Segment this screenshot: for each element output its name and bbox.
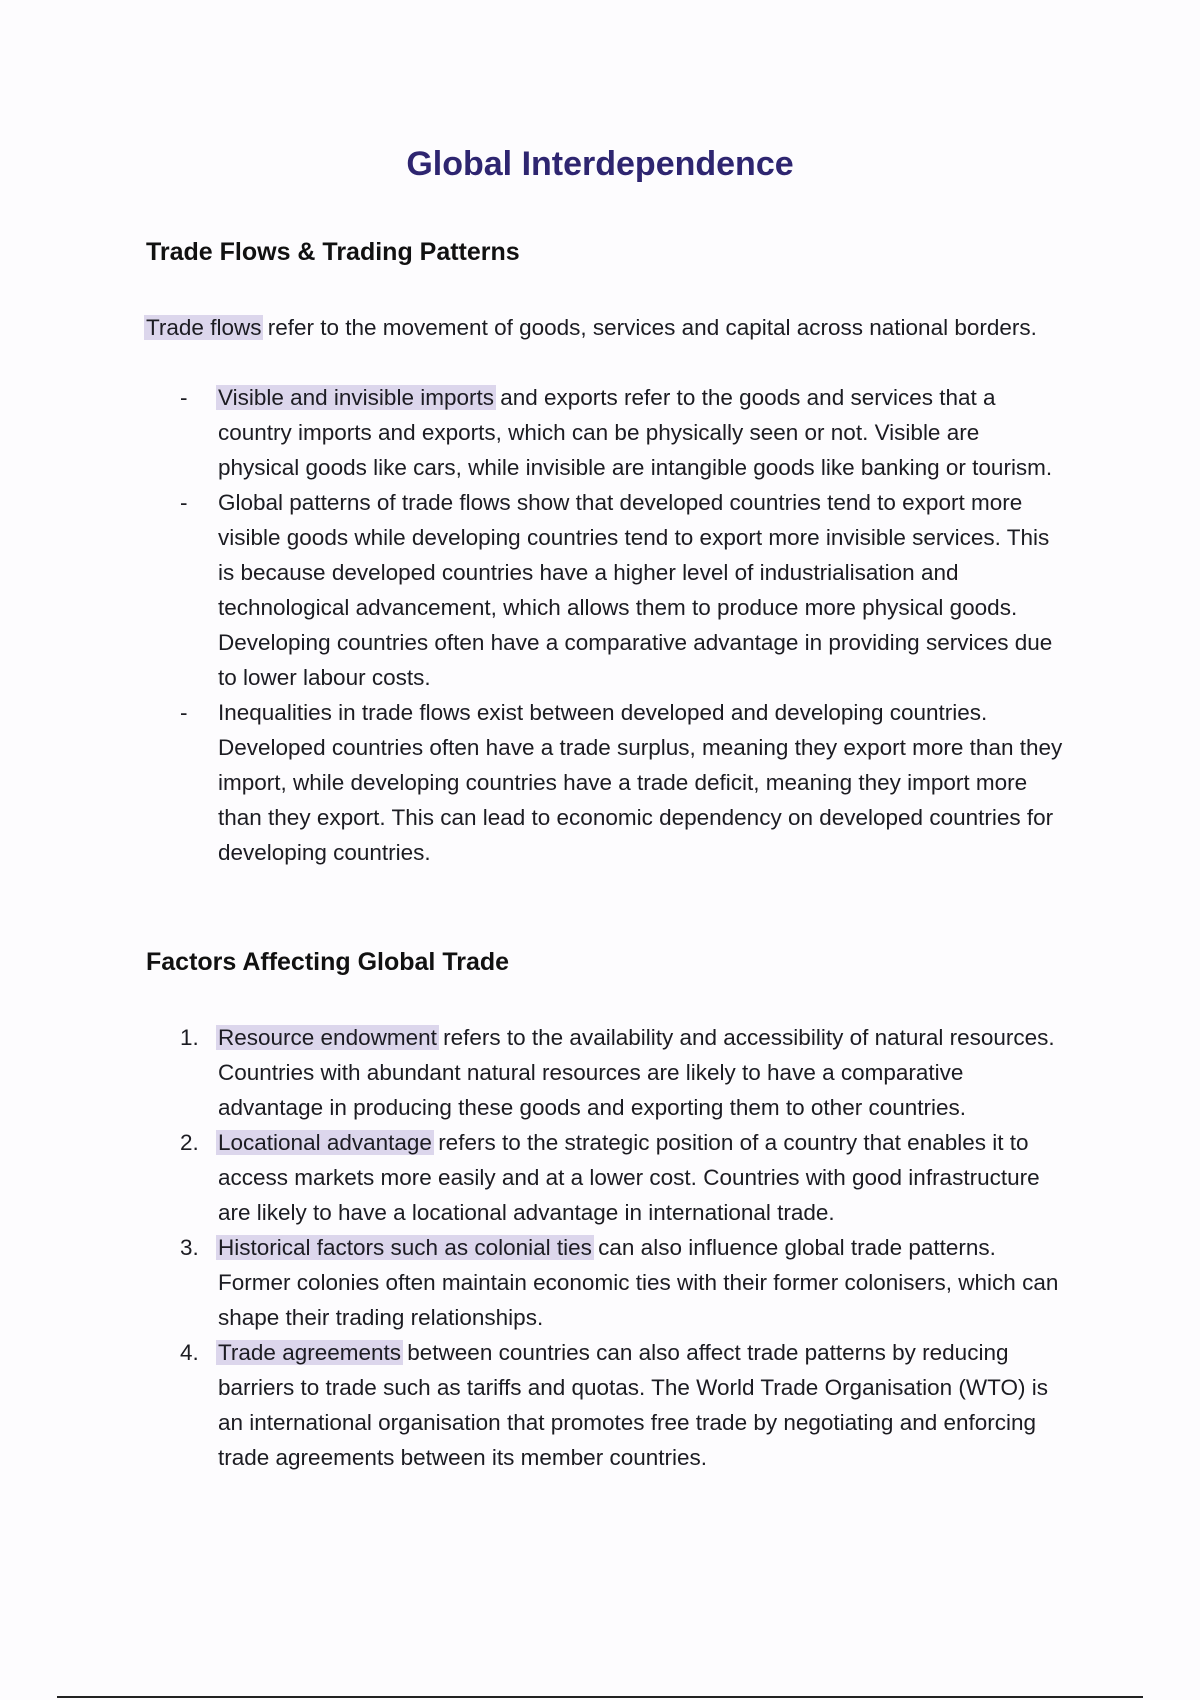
bullet-marker: -	[180, 700, 188, 725]
list-item	[146, 1230, 1066, 1335]
factors-numbered-list	[146, 1020, 1066, 1475]
list-item	[146, 1020, 1066, 1125]
list-item-text: Global patterns of trade flows show that developed countries tend to export more visible goods while developing countries tend to export more invisible services. This is because developed countries have a higher level of industrialisation and technological advancement, which allows them to produce more physical goods. Developing countries often have a comparative advantage in providing services due to lower labour costs.	[218, 490, 1053, 690]
list-number: 1.	[180, 1025, 199, 1050]
highlighted-term: Trade flows	[146, 315, 262, 340]
highlighted-term: Historical factors such as colonial ties	[218, 1235, 592, 1260]
list-number: 3.	[180, 1235, 199, 1260]
list-item-text: and exports refer to the goods and services that a country imports and exports, which can be physically seen or not. Visible are physical goods like cars, while invisible are intangible goods like banking or tourism.	[218, 385, 1053, 480]
list-item-text: refers to the strategic position of a country that enables it to access markets more easily and at a lower cost. Countries with good infrastructure are likely to have a locational advantage in international trade.	[218, 1130, 1040, 1225]
list-item	[146, 485, 1066, 695]
section-heading-trade-flows: Trade Flows & Trading Patterns	[146, 238, 520, 266]
highlighted-term: Resource endowment	[218, 1025, 437, 1050]
list-item-text: Inequalities in trade flows exist between developed and developing countries. Developed countries often have a trade surplus, meaning they export more than they import, while developing countries have a trade deficit, meaning they import more than they export. This can lead to economic dependency on developed countries for developing countries.	[218, 700, 1063, 865]
bullet-marker: -	[180, 385, 188, 410]
bullet-marker: -	[180, 490, 188, 515]
list-item-text: refers to the availability and accessibility of natural resources. Countries with abundant natural resources are likely to have a comparative advantage in producing these goods and exporting them to other countries.	[218, 1025, 1055, 1120]
list-item	[146, 1335, 1066, 1475]
list-number: 2.	[180, 1130, 199, 1155]
list-item	[146, 695, 1066, 870]
list-item-text: can also influence global trade patterns. Former colonies often maintain economic ties with their former colonisers, which can shape their trading relationships.	[218, 1235, 1059, 1330]
section-heading-factors: Factors Affecting Global Trade	[146, 948, 510, 976]
list-item-text: between countries can also affect trade patterns by reducing barriers to trade such as tariffs and quotas. The World Trade Organisation (WTO) is an international organisation that promotes free trade by negotiating and enforcing trade agreements between its member countries.	[218, 1340, 1048, 1470]
highlighted-term: Locational advantage	[218, 1130, 432, 1155]
intro-paragraph	[146, 310, 1066, 345]
paragraph-text: refer to the movement of goods, services and capital across national borders.	[261, 315, 1037, 340]
highlighted-term: Trade agreements	[218, 1340, 402, 1365]
trade-flows-bullet-list	[146, 380, 1066, 870]
highlighted-term: Visible and invisible imports	[218, 385, 494, 410]
page-title: Global Interdependence	[406, 145, 794, 183]
list-item	[146, 1125, 1066, 1230]
list-item	[146, 380, 1066, 485]
footer-divider	[57, 1696, 1143, 1698]
list-number: 4.	[180, 1340, 199, 1365]
